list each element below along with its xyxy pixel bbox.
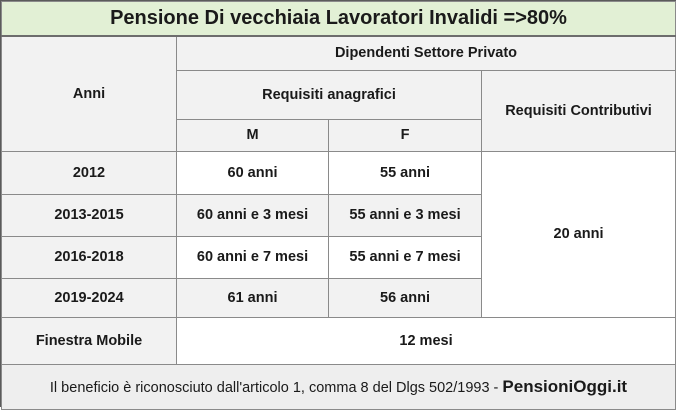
finestra-value: 12 mesi: [177, 317, 676, 364]
header-m: M: [177, 119, 329, 151]
row-f: 55 anni e 3 mesi: [329, 194, 482, 236]
pension-table: [1, 1, 676, 410]
table-title: Pensione Di vecchiaia Lavoratori Invalidi =>80%: [2, 2, 676, 37]
header-anni: Anni: [2, 36, 177, 151]
row-m: 61 anni: [177, 278, 329, 317]
finestra-label: Finestra Mobile: [2, 317, 177, 364]
header-requisiti-contributivi: Requisiti Contributivi: [482, 70, 676, 151]
row-f: 55 anni: [329, 151, 482, 194]
row-m: 60 anni e 7 mesi: [177, 236, 329, 278]
row-m: 60 anni e 3 mesi: [177, 194, 329, 236]
header-group: Dipendenti Settore Privato: [177, 36, 676, 70]
row-m: 60 anni: [177, 151, 329, 194]
row-anni: 2012: [2, 151, 177, 194]
footer-text: Il beneficio è riconosciuto dall'articolo 1, comma 8 del Dlgs 502/1993 -: [49, 379, 503, 396]
footer-note: [2, 364, 676, 409]
row-f: 55 anni e 7 mesi: [329, 236, 482, 278]
row-anni: 2013-2015: [2, 194, 177, 236]
header-f: F: [329, 119, 482, 151]
row-anni: 2016-2018: [2, 236, 177, 278]
header-requisiti-anagrafici: Requisiti anagrafici: [177, 70, 482, 119]
row-anni: 2019-2024: [2, 278, 177, 317]
footer-brand: PensioniOggi.it: [502, 376, 628, 396]
contributivi-value: 20 anni: [482, 151, 676, 317]
row-f: 56 anni: [329, 278, 482, 317]
